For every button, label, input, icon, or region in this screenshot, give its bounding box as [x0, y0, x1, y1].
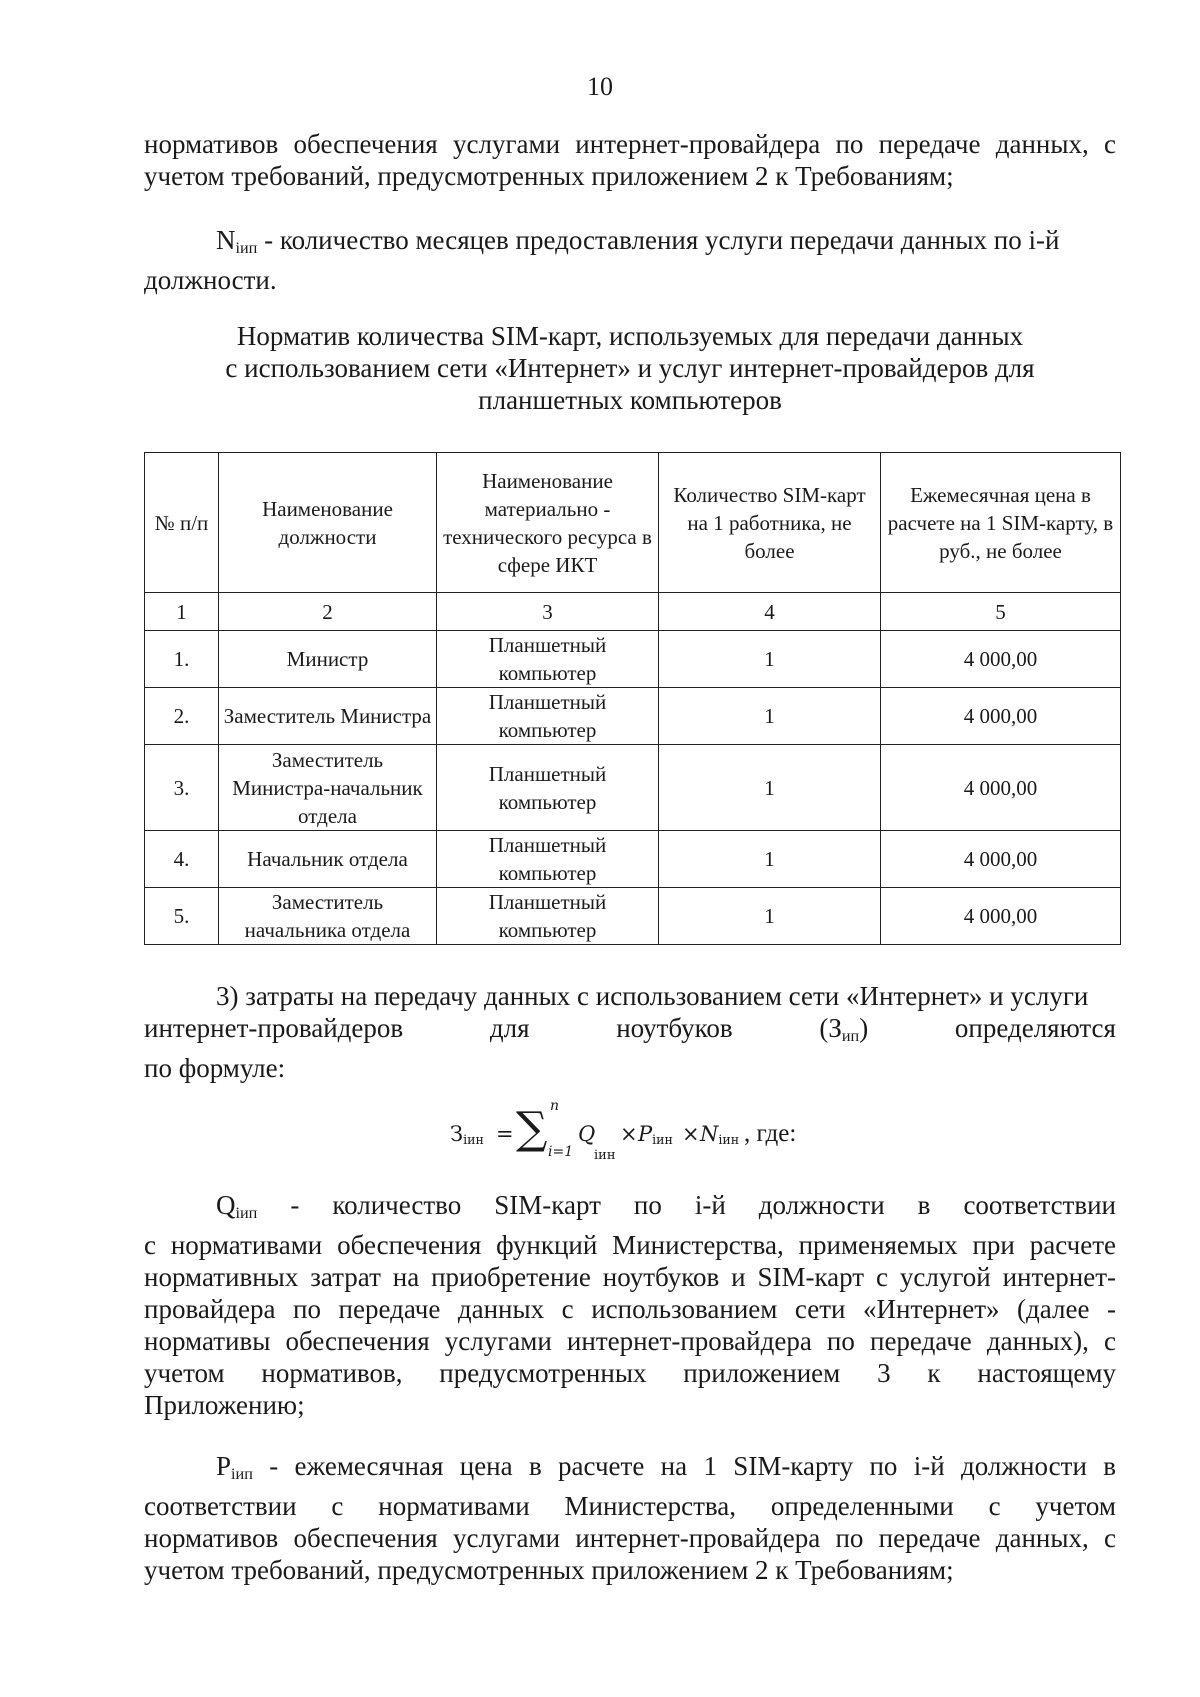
header-cell: Наименование должности	[219, 453, 437, 593]
table-row	[145, 888, 1121, 945]
sum-upper-limit: n	[550, 1098, 560, 1114]
position-cell: Начальник отдела	[219, 831, 437, 888]
quantity-cell: 1	[659, 888, 881, 945]
word: определяются	[954, 1013, 1116, 1043]
paragraph-line: соответствии с нормативами Министерства, определенными с учетом	[144, 1491, 1116, 1522]
formula-q: Q	[578, 1122, 596, 1146]
formula-q-subscript: іин	[594, 1148, 616, 1163]
column-number: 4	[659, 593, 881, 631]
paragraph-line: 3) затраты на передачу данных с использованием сети «Интернет» и услуги	[216, 981, 1089, 1011]
paragraph-line: учетом требований, предусмотренных приложением 2 к Требованиям;	[144, 161, 954, 191]
n-definition	[144, 224, 1116, 296]
paragraph-line: нормативных затрат на приобретение ноутбуков и SIM-карт с услугой интернет-	[144, 1262, 1116, 1293]
formula-tail: , где:	[744, 1120, 797, 1147]
p-definition	[144, 1450, 1116, 1586]
column-number: 2	[219, 593, 437, 631]
header-cell: Наименование материально - технического ресурса в сфере ИКТ	[437, 453, 659, 593]
cost-symbol: $(З_{ип})$	[819, 1013, 869, 1046]
formula-times: ×	[682, 1122, 700, 1146]
quantity-cell: 1	[659, 745, 881, 831]
formula-p: $P_{іин}$	[638, 1122, 673, 1148]
row-number: 5.	[145, 888, 219, 945]
formula-equals: =	[496, 1122, 514, 1146]
sum-icon: ∑	[516, 1103, 548, 1154]
column-numbering-row	[145, 593, 1121, 631]
sum-lower-limit: i=1	[548, 1144, 574, 1160]
position-cell: Заместитель Министра	[219, 688, 437, 745]
price-cell: 4 000,00	[881, 831, 1121, 888]
continuation-paragraph	[144, 128, 1116, 192]
paragraph-line: учетом требований, предусмотренных приложением 2 к Требованиям;	[144, 1555, 954, 1586]
paragraph-line: нормативов обеспечения услугами интернет-провайдера по передаче данных, с	[144, 1523, 1116, 1554]
price-cell: 4 000,00	[881, 888, 1121, 945]
paragraph-line: с нормативами обеспечения функций Министерства, применяемых при расчете	[144, 1230, 1116, 1261]
table-row	[145, 831, 1121, 888]
price-cell: 4 000,00	[881, 745, 1121, 831]
position-cell: Заместитель начальника отдела	[219, 888, 437, 945]
table-title-line: планшетных компьютеров	[478, 385, 782, 415]
row-number: 4.	[145, 831, 219, 888]
paragraph-line-spread	[144, 1012, 1116, 1052]
resource-cell: Планшетный компьютер	[437, 688, 659, 745]
formula-lhs: $З_{іин}$	[450, 1122, 484, 1148]
paragraph-line: нормативов обеспечения услугами интернет-провайдера по передаче данных, с	[144, 129, 1116, 159]
quantity-cell: 1	[659, 688, 881, 745]
resource-cell: Планшетный компьютер	[437, 831, 659, 888]
word: ноутбуков	[616, 1013, 733, 1043]
sim-card-norm-table	[144, 452, 1121, 945]
resource-cell: Планшетный компьютер	[437, 745, 659, 831]
formula-n: $N_{іин}$	[700, 1122, 740, 1148]
paragraph-line: Приложению;	[144, 1390, 305, 1421]
position-cell: Министр	[219, 631, 437, 688]
column-number: 1	[145, 593, 219, 631]
table-title-line: Норматив количества SIM-карт, используемых для передачи данных	[236, 321, 1024, 351]
table-row	[145, 745, 1121, 831]
q-definition	[144, 1189, 1116, 1421]
cost-formula	[450, 1098, 830, 1168]
paragraph-line: должности.	[144, 265, 277, 296]
word: интернет-провайдеров	[144, 1013, 404, 1043]
table-row	[145, 688, 1121, 745]
q-definition-first-line: $Q_{iип}$ - количество SIM-карт по i-й должности в соответствии	[216, 1190, 1116, 1223]
price-cell: 4 000,00	[881, 688, 1121, 745]
resource-cell: Планшетный компьютер	[437, 888, 659, 945]
table-row	[145, 631, 1121, 688]
section-3-paragraph	[144, 980, 1116, 1084]
row-number: 1.	[145, 631, 219, 688]
n-definition-symbol: $N_{iип}$ - количество месяцев предоставления услуги передачи данных по i-й	[216, 225, 1060, 258]
header-cell: Количество SIM-карт на 1 работника, не более	[659, 453, 881, 593]
row-number: 3.	[145, 745, 219, 831]
quantity-cell: 1	[659, 831, 881, 888]
table-title-line: с использованием сети «Интернет» и услуг интернет-провайдеров для	[225, 353, 1035, 383]
paragraph-line: провайдера по передаче данных с использованием сети «Интернет» (далее -	[144, 1294, 1116, 1325]
quantity-cell: 1	[659, 631, 881, 688]
p-definition-first-line: $P_{iип}$ - ежемесячная цена в расчете на 1 SIM-карту по i-й должности в	[216, 1451, 1116, 1484]
price-cell: 4 000,00	[881, 631, 1121, 688]
formula-times: ×	[620, 1122, 638, 1146]
column-number: 5	[881, 593, 1121, 631]
header-cell: № п/п	[145, 453, 219, 593]
resource-cell: Планшетный компьютер	[437, 631, 659, 688]
row-number: 2.	[145, 688, 219, 745]
paragraph-line: по формуле:	[144, 1053, 286, 1084]
paragraph-line: нормативы обеспечения услугами интернет-провайдера по передаче данных), с	[144, 1326, 1116, 1357]
paragraph-line: учетом нормативов, предусмотренных приложением 3 к настоящему	[144, 1358, 1116, 1389]
page-number: 10	[587, 72, 613, 101]
word: для	[489, 1013, 530, 1043]
position-cell: Заместитель Министра-начальник отдела	[219, 745, 437, 831]
header-cell: Ежемесячная цена в расчете на 1 SIM-карту, в руб., не более	[881, 453, 1121, 593]
table-title	[144, 320, 1116, 416]
column-number: 3	[437, 593, 659, 631]
table-header-row	[145, 453, 1121, 593]
